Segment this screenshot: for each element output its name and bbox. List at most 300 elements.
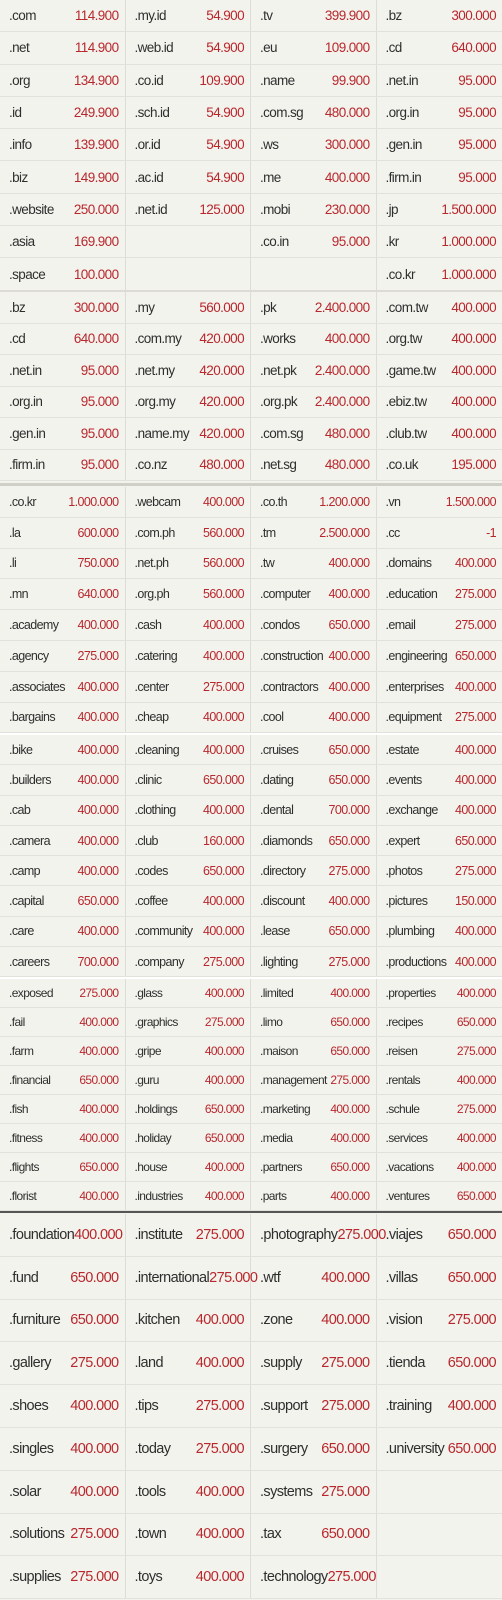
tld-name: .la [9,525,21,540]
tld-price: 400.000 [70,1440,119,1457]
tld-cell [0,1300,126,1342]
tld-name: .marketing [260,1102,311,1116]
tld-name: .vision [385,1312,423,1329]
tld-cell [251,0,377,31]
tld-price: 420.000 [199,425,244,441]
tld-price: 650.000 [204,1131,244,1145]
table-row [0,487,502,518]
tld-cell [377,917,502,946]
tld-cell [251,947,377,976]
tld-name: .dental [260,803,294,818]
tld-price: 95.000 [458,137,496,153]
tld-price: 400.000 [456,1073,496,1087]
tld-price: 400.000 [204,1044,244,1058]
tld-price: 400.000 [330,986,370,1000]
table-row [0,97,502,129]
tld-price: 275.000 [455,863,496,878]
tld-cell [126,487,252,517]
tld-price: 400.000 [203,894,244,909]
price-table-3 [0,487,502,733]
tld-cell [126,1182,252,1210]
tld-cell [251,1153,377,1181]
tld-name: .net.pk [260,362,297,378]
tld-name: .graphics [134,1015,178,1029]
tld-cell [377,1257,502,1299]
tld-price: 1.500.000 [445,494,496,509]
tld-name: .jp [385,201,398,217]
tld-cell [377,735,502,764]
tld-price: 560.000 [203,525,244,540]
tld-name: .foundation [9,1226,75,1243]
tld-cell [0,97,126,128]
tld-cell [377,549,502,579]
tld-name: .net.id [134,201,168,217]
tld-cell [126,979,252,1007]
tld-price: 400.000 [79,1189,119,1203]
tld-cell [377,610,502,640]
tld-name: .florist [9,1189,37,1203]
tld-price: 400.000 [451,425,496,441]
price-table-1 [0,0,502,291]
tld-name: .furniture [9,1312,61,1329]
tld-price: 95.000 [80,457,119,473]
tld-cell [126,194,252,225]
tld-name: .land [134,1355,163,1372]
tld-price: 54.900 [206,169,244,185]
tld-name: .co.uk [385,457,418,473]
tld-price: 650.000 [330,1160,370,1174]
tld-cell [377,947,502,976]
table-row [0,1514,502,1557]
tld-price: 400.000 [195,1312,244,1329]
tld-cell [0,355,126,386]
tld-cell [0,1037,126,1065]
tld-name: .capital [9,894,44,909]
tld-cell [251,1124,377,1152]
tld-name: .construction [260,648,324,663]
tld-name: .flights [9,1160,39,1174]
table-row [0,856,502,886]
table-row [0,1300,502,1343]
tld-price: 650.000 [77,894,119,909]
tld-price: 95.000 [331,234,370,250]
tld-name: .center [134,679,169,694]
tld-name: .net.ph [134,556,169,571]
tld-price: 2.400.000 [314,362,370,378]
tld-price: 400.000 [77,679,119,694]
tld-price: 2.400.000 [314,394,370,410]
tld-price: 400.000 [77,803,119,818]
tld-price: 400.000 [77,742,119,757]
tld-cell [251,1514,377,1556]
tld-name: .dating [260,772,294,787]
tld-name: .careers [9,954,50,969]
tld-cell [126,450,252,481]
tld-name: .webcam [134,494,181,509]
tld-name: .tienda [385,1355,425,1372]
tld-price: 400.000 [74,1226,123,1243]
tld-cell [126,1257,258,1299]
tld-name: .my.id [134,8,166,24]
tld-price: 1.200.000 [319,494,370,509]
tld-cell [251,672,377,702]
tld-name: .gen.in [9,425,46,441]
tld-name: .co.kr [385,266,415,282]
tld-price: 650.000 [455,648,496,663]
tld-cell [0,226,126,257]
tld-name: .supply [260,1355,302,1372]
tld-name: .exposed [9,986,53,1000]
table-row [0,549,502,580]
tld-name: .bike [9,742,33,757]
tld-cell [126,1300,252,1342]
tld-cell [0,450,126,481]
tld-cell [126,1037,252,1065]
tld-cell [126,1385,252,1427]
tld-name: .fund [9,1269,39,1286]
tld-name: .fail [9,1015,25,1029]
tld-cell [126,324,252,355]
tld-cell [0,979,126,1007]
tld-name: .camp [9,863,41,878]
tld-name: .training [385,1398,432,1415]
tld-price: 250.000 [73,201,119,217]
tld-price: 95.000 [458,169,496,185]
tld-price: 400.000 [456,986,496,1000]
tld-price: 400.000 [204,1160,244,1174]
tld-name: .holiday [134,1131,172,1145]
tld-name: .kr [385,234,399,250]
tld-price: 169.900 [73,234,119,250]
tld-name: .contractors [260,679,319,694]
tld-name: .media [260,1131,293,1145]
tld-name: .firm.in [385,169,422,185]
tld-name: .co.nz [134,457,167,473]
tld-cell [251,355,377,386]
tld-cell [0,826,126,855]
tld-price: 275.000 [195,1440,244,1457]
tld-price: 650.000 [321,1526,370,1543]
tld-price: 400.000 [79,1131,119,1145]
tld-cell [377,32,502,63]
tld-cell [251,387,377,418]
tld-cell [377,1342,502,1384]
tld-price: 400.000 [203,710,244,725]
tld-name: .tools [134,1483,166,1500]
tld-cell [126,387,252,418]
tld-cell [0,487,126,517]
table-row [0,703,502,734]
tld-price: 400.000 [204,1189,244,1203]
tld-cell [377,1514,502,1556]
tld-name: .org.in [9,394,43,410]
tld-cell [377,1153,502,1181]
tld-name: .camera [9,833,50,848]
tld-name: .glass [134,986,163,1000]
tld-name: .com.ph [134,525,175,540]
tld-price: 400.000 [204,1073,244,1087]
table-row [0,1471,502,1514]
tld-price: 54.900 [206,105,244,121]
tld-name: .com [9,8,36,24]
tld-name: .space [9,266,46,282]
tld-price: 400.000 [328,587,370,602]
tld-price: 650.000 [447,1440,496,1457]
tld-name: .tv [260,8,273,24]
tld-price: -1 [486,525,496,540]
tld-cell [0,0,126,31]
tld-cell [251,226,377,257]
tld-price: 400.000 [330,1131,370,1145]
tld-cell [251,324,377,355]
tld-price: 300.000 [451,8,496,24]
tld-price: 300.000 [73,299,119,315]
tld-name: .today [134,1440,171,1457]
tld-cell [251,487,377,517]
table-row [0,194,502,226]
tld-price: 640.000 [451,40,496,56]
tld-price: 400.000 [455,679,496,694]
tld-name: .surgery [260,1440,308,1457]
tld-name: .zone [260,1312,293,1329]
tld-price: 650.000 [328,924,370,939]
tld-name: .plumbing [385,924,435,939]
tld-cell [126,518,252,548]
tld-name: .equipment [385,710,442,725]
table-row [0,518,502,549]
tld-price: 400.000 [77,618,119,633]
tld-name: .lease [260,924,290,939]
tld-name: .gallery [9,1355,51,1372]
price-table-5 [0,979,502,1211]
tld-cell [377,194,502,225]
tld-name: .vn [385,494,401,509]
tld-cell [251,129,377,160]
tld-name: .fitness [9,1131,43,1145]
tld-name: .expert [385,833,420,848]
table-row [0,355,502,387]
tld-cell [0,1428,126,1470]
tld-name: .id [9,105,22,121]
tld-name: .org [9,72,30,88]
tld-price: 275.000 [77,648,119,663]
tld-name: .web.id [134,40,174,56]
tld-cell [126,1214,252,1256]
tld-name: .singles [9,1440,54,1457]
tld-cell [126,1428,252,1470]
tld-price: 400.000 [455,772,496,787]
table-row [0,1153,502,1182]
tld-name: .institute [134,1226,183,1243]
tld-name: .tips [134,1398,159,1415]
tld-name: .limited [260,986,294,1000]
tld-name: .bz [9,299,26,315]
tld-name: .international [134,1269,210,1286]
tld-price: 275.000 [209,1269,258,1286]
tld-cell [377,1214,502,1256]
tld-name: .net [9,40,30,56]
tld-name: .productions [385,954,447,969]
tld-cell [377,1095,502,1123]
tld-price: 400.000 [79,1015,119,1029]
tld-price: 650.000 [456,1015,496,1029]
table-row [0,1095,502,1124]
tld-price: 640.000 [77,587,119,602]
tld-price: 400.000 [324,169,370,185]
tld-price: 400.000 [77,863,119,878]
tld-price: 100.000 [73,266,119,282]
tld-name: .domains [385,556,432,571]
tld-price: 400.000 [195,1483,244,1500]
tld-cell [377,324,502,355]
tld-cell [377,129,502,160]
tld-cell [251,735,377,764]
tld-price: 2.400.000 [314,299,370,315]
tld-price: 114.900 [74,8,119,24]
tld-price: 650.000 [328,742,370,757]
tld-price: 650.000 [455,833,496,848]
tld-name: .website [9,201,54,217]
tld-name: .academy [9,618,59,633]
tld-cell [377,703,502,733]
tld-name: .lighting [260,954,298,969]
tld-price: 1.000.000 [441,266,496,282]
tld-cell [251,549,377,579]
tld-price: 275.000 [456,1044,496,1058]
tld-price: 275.000 [455,710,496,725]
tld-cell [377,161,502,192]
tld-cell [0,765,126,794]
tld-name: .associates [9,679,65,694]
tld-name: .photography [260,1226,338,1243]
tld-cell [251,1095,377,1123]
tld-cell [126,129,252,160]
tld-price: 275.000 [195,1398,244,1415]
tld-cell [0,1556,126,1598]
tld-cell [0,129,126,160]
table-row [0,1342,502,1385]
table-row [0,735,502,765]
tld-price: 399.900 [324,8,370,24]
tld-name: .diamonds [260,833,313,848]
tld-cell [126,579,252,609]
tld-name: .me [260,169,281,185]
tld-price: 275.000 [321,1398,370,1415]
tld-name: .cd [385,40,402,56]
price-table-6 [0,1214,502,1599]
tld-name: .management [260,1073,327,1087]
tld-cell [0,856,126,885]
tld-price: 275.000 [456,1102,496,1116]
tld-price: 95.000 [80,394,119,410]
tld-price: 400.000 [455,556,496,571]
tld-price: 650.000 [79,1160,119,1174]
tld-name: .net.sg [260,457,297,473]
tld-cell [251,194,377,225]
tld-cell [251,579,377,609]
tld-cell [377,856,502,885]
tld-price: 230.000 [324,201,370,217]
tld-name: .town [134,1526,167,1543]
table-row [0,0,502,32]
tld-name: .farm [9,1044,34,1058]
tld-cell [251,826,377,855]
tld-cell [126,735,252,764]
tld-name: .li [9,556,17,571]
tld-cell [126,672,252,702]
tld-name: .vacations [385,1160,434,1174]
table-row [0,324,502,356]
tld-name: .properties [385,986,436,1000]
tld-cell [126,292,252,323]
table-row [0,1257,502,1300]
tld-name: .supplies [9,1569,61,1586]
tld-price: 400.000 [328,648,370,663]
table-row [0,1066,502,1095]
tld-cell [377,292,502,323]
tld-price: 400.000 [456,1131,496,1145]
tld-cell [0,1385,126,1427]
tld-price: 650.000 [456,1189,496,1203]
tld-cell [0,641,126,671]
tld-cell [377,641,502,671]
tld-name: .rentals [385,1073,421,1087]
tld-name: .firm.in [9,457,45,473]
tld-cell [0,917,126,946]
tld-cell [126,796,252,825]
tld-cell [251,1214,386,1256]
tld-cell [0,65,126,96]
tld-name: .mobi [260,201,291,217]
table-row [0,796,502,826]
table-divider [0,1211,502,1213]
tld-cell [126,161,252,192]
tld-name: .community [134,924,193,939]
tld-cell [251,1385,377,1427]
tld-cell [377,796,502,825]
tld-cell [251,1008,377,1036]
tld-cell [251,1471,377,1513]
tld-cell [126,226,252,257]
tld-cell [126,1471,252,1513]
table-row [0,610,502,641]
tld-name: .club.tw [385,425,427,441]
tld-name: .org.my [134,394,176,410]
tld-name: .ac.id [134,169,164,185]
tld-price: 400.000 [451,394,496,410]
tld-name: .org.pk [260,394,298,410]
tld-cell [0,161,126,192]
tld-price: 400.000 [77,924,119,939]
tld-cell [377,1300,502,1342]
tld-price: 400.000 [451,331,496,347]
tld-name: .cheap [134,710,169,725]
tld-cell [0,796,126,825]
tld-price: 275.000 [203,954,244,969]
tld-name: .cleaning [134,742,180,757]
tld-cell [251,418,377,449]
table-row [0,1428,502,1471]
tld-cell [0,1342,126,1384]
tld-name: .solutions [9,1526,65,1543]
tld-cell [251,1556,377,1598]
tld-name: .directory [260,863,306,878]
tld-cell [0,324,126,355]
tld-cell [251,1037,377,1065]
tld-cell [126,703,252,733]
tld-name: .education [385,587,438,602]
tld-cell [251,641,377,671]
